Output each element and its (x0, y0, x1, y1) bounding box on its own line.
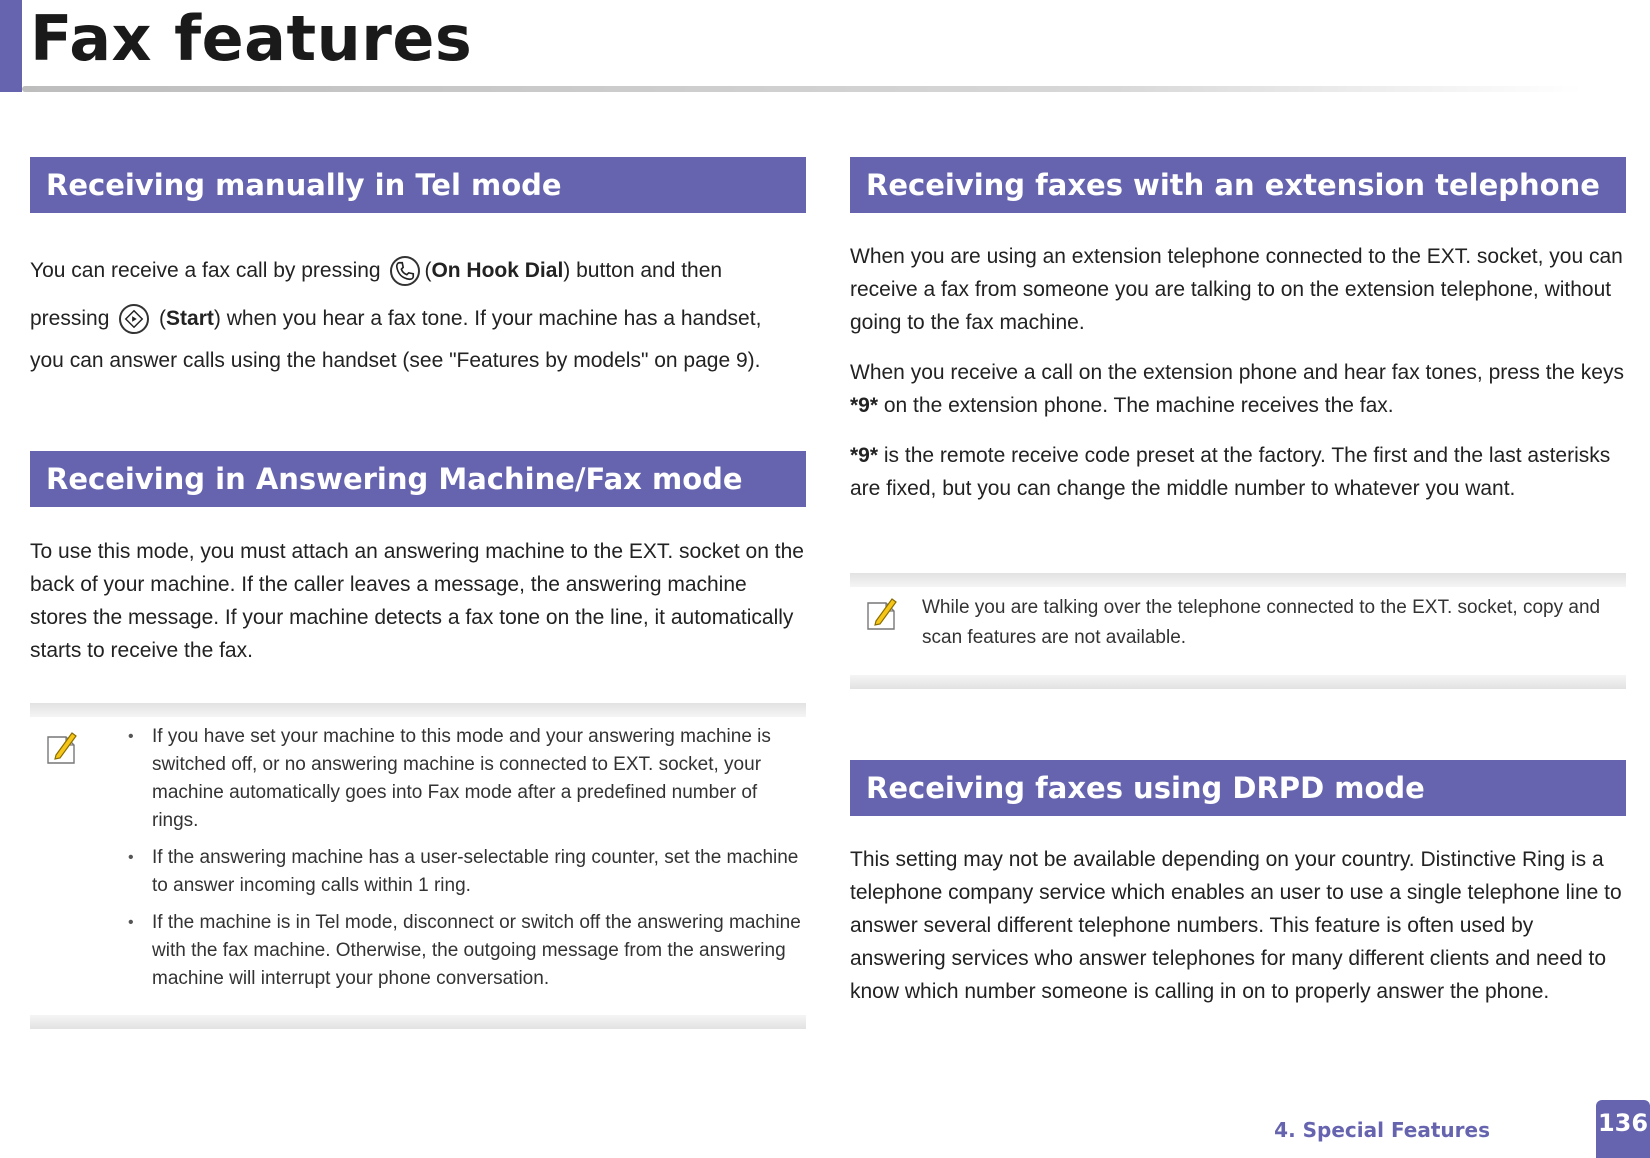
note-top-rule (30, 703, 806, 717)
note-bottom-rule (30, 1015, 806, 1029)
answering-note-list (128, 723, 804, 1002)
phone-handset-icon (390, 256, 420, 286)
section-heading-answering: Receiving in Answering Machine/Fax mode (30, 451, 806, 507)
extension-p3 (850, 439, 1626, 505)
on-hook-dial-label: On Hook Dial (431, 259, 564, 282)
tel-mode-text: pressing (30, 307, 116, 330)
tel-mode-text: ( (424, 259, 432, 282)
tel-mode-text: You can receive a fax call by pressing (30, 259, 387, 282)
section-heading-extension: Receiving faxes with an extension telephone (850, 157, 1626, 213)
page-title: Fax features (30, 2, 473, 75)
title-divider (22, 86, 1582, 92)
answering-body: To use this mode, you must attach an answering machine to the EXT. socket on the back of your machine. If the caller leaves a message, the answering machine stores the message. If your machine detects a fax tone on the line, it automatically starts to receive the fax. (30, 540, 804, 662)
extension-text: is the remote receive code preset at the factory. The first and the last asterisks are fixed, but you can change the middle number to whatever you want. (850, 444, 1611, 500)
tel-mode-line-2 (30, 302, 806, 335)
tel-mode-line-3: you can answer calls using the handset (see "Features by models" on page 9). (30, 349, 761, 372)
tel-mode-text: ( (153, 307, 167, 330)
answering-note-box (30, 703, 806, 1029)
note-bottom-rule (850, 675, 1626, 689)
extension-p2 (850, 356, 1626, 422)
note-item: • If you have set your machine to this mode and your answering machine is switched off, or no answering machine is connected to EXT. socket, your machine automatically goes into Fax mode after a predefined number of rings. (128, 723, 804, 835)
section-heading-drpd: Receiving faxes using DRPD mode (850, 760, 1626, 816)
tel-mode-line-1 (30, 254, 806, 287)
note-item: • If the machine is in Tel mode, disconnect or switch off the answering machine with the fax machine. Otherwise, the outgoing message from the answering machine will interrupt your phone conversation. (128, 909, 804, 993)
start-diamond-icon (119, 304, 149, 334)
note-pencil-icon (44, 729, 78, 765)
drpd-body: This setting may not be available depending on your country. Distinctive Ring is a telephone company service which enables an user to use a single telephone line to answer several different telephone numbers. This feature is often used by answering services who answer telephones for many different clients and need to know which number someone is calling in on to properly answer the phone. (850, 848, 1622, 1003)
remote-code: *9* (850, 444, 879, 467)
start-label: Start (166, 307, 214, 330)
note-pencil-icon (864, 595, 898, 631)
extension-text: on the extension phone. The machine receives the fax. (878, 394, 1394, 417)
extension-p1: When you are using an extension telephone connected to the EXT. socket, you can receive a fax from someone you are talking to on the extension telephone, without going to the fax machine. (850, 245, 1623, 334)
tel-mode-text: ) when you hear a fax tone. If your machine has a handset, (213, 307, 762, 330)
extension-note-box (850, 573, 1626, 689)
tel-mode-text: ) button and then (563, 259, 723, 282)
extension-text: When you receive a call on the extension phone and hear fax tones, press the keys (850, 361, 1624, 384)
footer-chapter-label: 4. Special Features (1274, 1118, 1490, 1142)
page-number-badge: 136 (1596, 1100, 1650, 1158)
note-item: • If the answering machine has a user-selectable ring counter, set the machine to answer incoming calls within 1 ring. (128, 844, 804, 900)
note-top-rule (850, 573, 1626, 587)
title-accent-bar (0, 0, 22, 92)
extension-note-text: While you are talking over the telephone connected to the EXT. socket, copy and scan features are not available. (922, 597, 1601, 648)
section-heading-tel-mode: Receiving manually in Tel mode (30, 157, 806, 213)
remote-code: *9* (850, 394, 879, 417)
